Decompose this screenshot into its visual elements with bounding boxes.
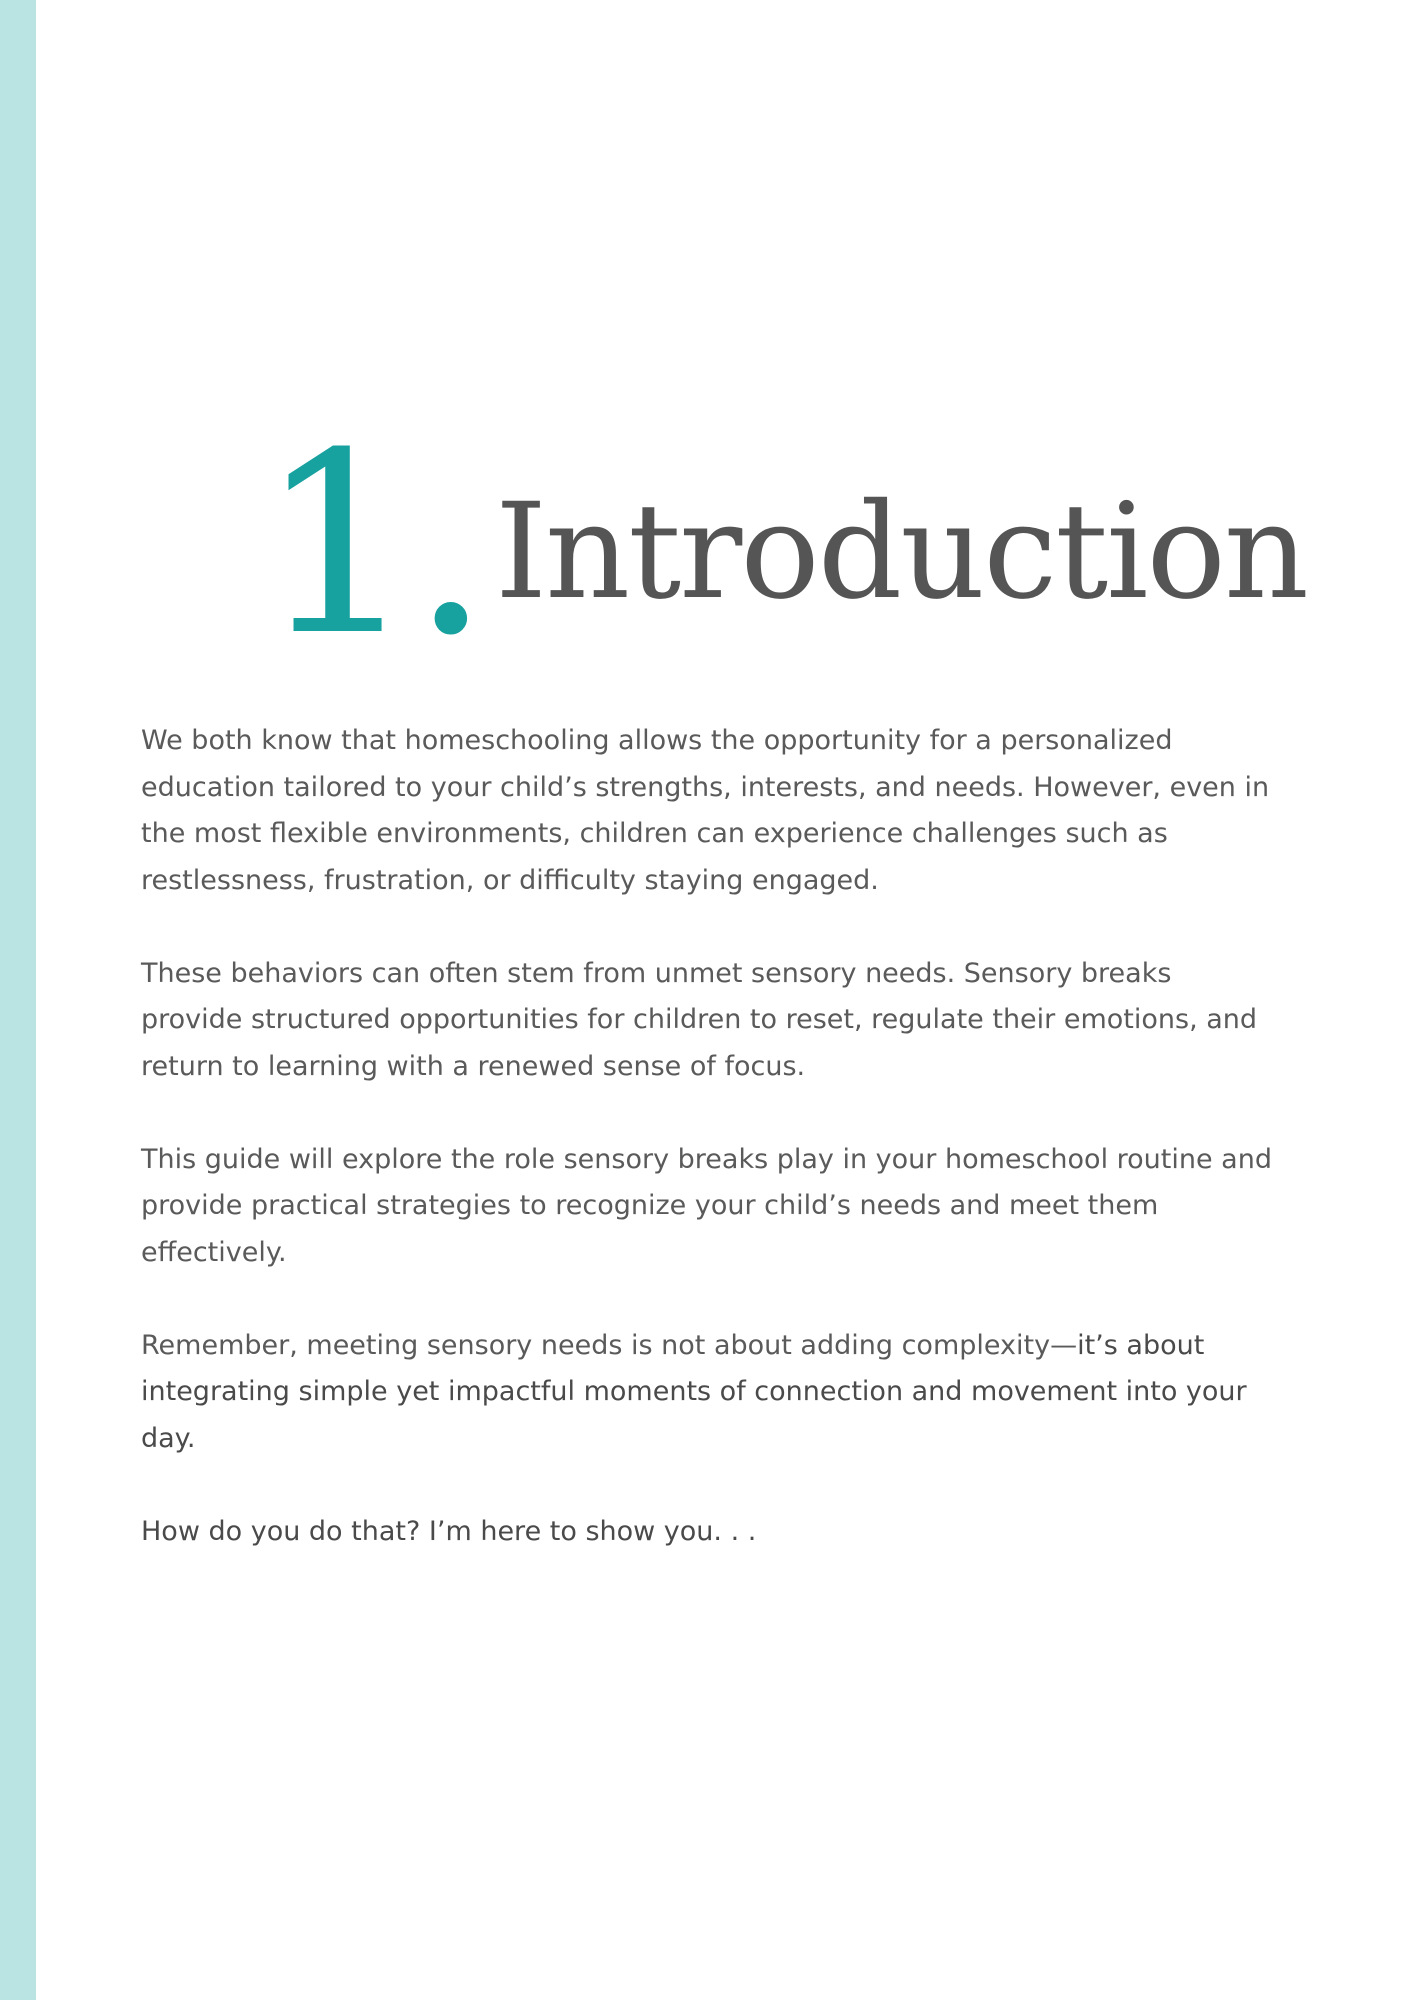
chapter-number: 1. <box>258 399 485 690</box>
paragraph-sensory-needs: These behaviors can often stem from unmet sensory needs. Sensory breaks provide structured opportunities for children to reset, regulate their emotions, and return to learning with a renewed sense of focus. <box>141 957 1258 1082</box>
remember-lead: Remember, meeting sensory needs is not about adding complexity— <box>141 1329 1078 1361</box>
closing-line: How do you do that? I’m here to show you. . . <box>141 1515 757 1547</box>
side-accent-bar <box>0 0 36 2000</box>
remember-emphasis: it’s about integrating simple yet impactful moments of connection and movement into your day. <box>141 1329 1247 1454</box>
paragraph-guide: This guide will explore the role sensory breaks play in your homeschool routine and provide practical strategies to recognize your child’s needs and meet them effectively. <box>141 1143 1272 1268</box>
paragraph-homeschooling: We both know that homeschooling allows the opportunity for a personalized education tailored to your child’s strengths, interests, and needs. However, even in the most flexible environments, children can experience challenges such as restlessness, frustration, or difficulty staying engaged. <box>141 725 1270 896</box>
chapter-title: Introduction <box>495 475 1307 629</box>
paragraph-remember <box>141 1323 1281 1463</box>
intro-body <box>141 718 1281 1602</box>
